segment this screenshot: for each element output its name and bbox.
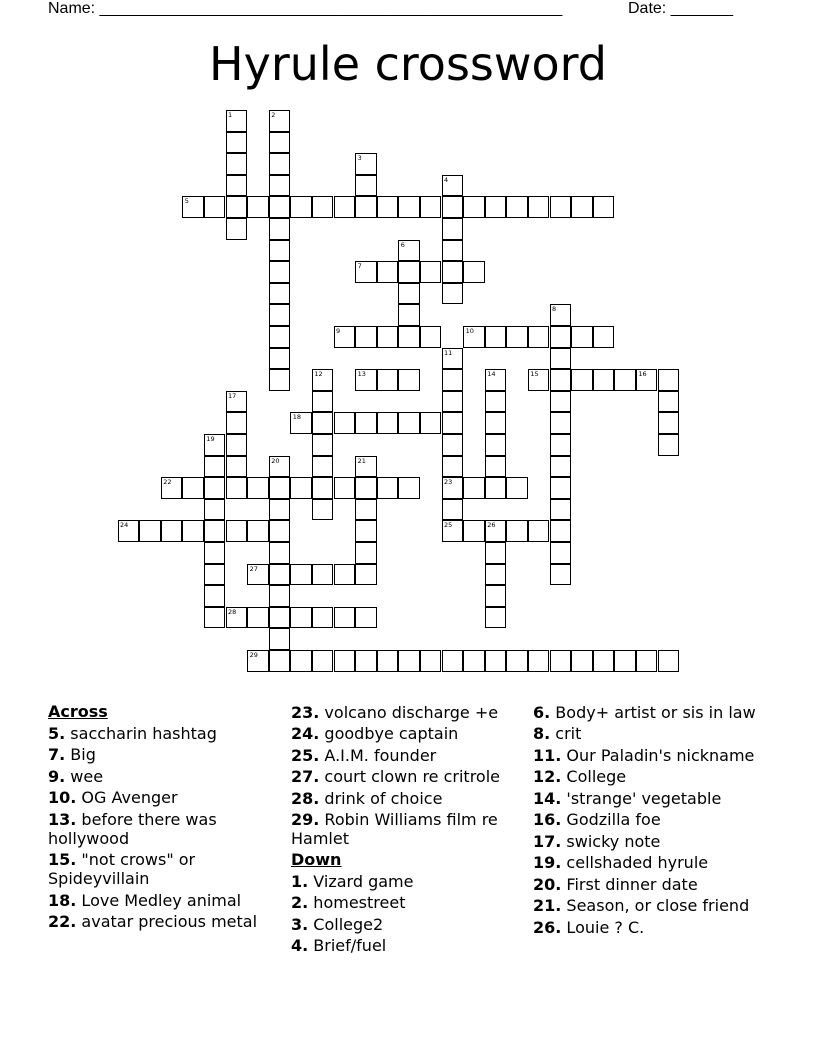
crossword-cell[interactable] bbox=[312, 477, 334, 499]
crossword-cell[interactable] bbox=[485, 391, 507, 413]
crossword-cell[interactable] bbox=[355, 196, 377, 218]
crossword-cell[interactable] bbox=[377, 196, 399, 218]
crossword-cell[interactable] bbox=[398, 283, 420, 305]
crossword-cell[interactable] bbox=[269, 240, 291, 262]
cell-number: 8 bbox=[552, 305, 557, 314]
crossword-cell[interactable] bbox=[550, 391, 572, 413]
cell-number: 6 bbox=[400, 240, 405, 249]
cell-number: 3 bbox=[357, 154, 362, 163]
crossword-cell[interactable] bbox=[334, 196, 356, 218]
clue-text: goodbye captain bbox=[319, 724, 459, 743]
crossword-cell[interactable] bbox=[269, 326, 291, 348]
clue-text: Season, or close friend bbox=[561, 896, 750, 915]
crossword-cell[interactable] bbox=[355, 326, 377, 348]
crossword-cell[interactable] bbox=[269, 585, 291, 607]
clue-item bbox=[533, 724, 768, 743]
crossword-cell[interactable] bbox=[506, 196, 528, 218]
crossword-cell[interactable] bbox=[550, 499, 572, 521]
crossword-cell[interactable] bbox=[334, 412, 356, 434]
cell-number: 12 bbox=[314, 370, 323, 379]
clue-text: Vizard game bbox=[308, 871, 414, 891]
crossword-cell[interactable] bbox=[550, 477, 572, 499]
cell-number: 24 bbox=[120, 521, 129, 530]
crossword-cell[interactable] bbox=[204, 607, 226, 629]
clue-item bbox=[291, 746, 519, 765]
crossword-cell[interactable] bbox=[442, 240, 464, 262]
clue-text: College bbox=[561, 767, 627, 786]
crossword-cell[interactable] bbox=[269, 175, 291, 197]
crossword-cell[interactable] bbox=[506, 650, 528, 672]
crossword-cell[interactable] bbox=[463, 650, 485, 672]
crossword-cell[interactable] bbox=[355, 499, 377, 521]
crossword-cell[interactable] bbox=[420, 412, 442, 434]
crossword-cell[interactable] bbox=[614, 650, 636, 672]
crossword-cell[interactable] bbox=[485, 196, 507, 218]
crossword-cell[interactable] bbox=[226, 477, 248, 499]
clue-number: 14. bbox=[533, 788, 562, 808]
crossword-cell[interactable] bbox=[550, 650, 572, 672]
crossword-cell[interactable] bbox=[528, 196, 550, 218]
crossword-cell[interactable] bbox=[528, 520, 550, 542]
crossword-cell[interactable] bbox=[355, 564, 377, 586]
crossword-cell[interactable] bbox=[269, 369, 291, 391]
crossword-cell[interactable] bbox=[204, 196, 226, 218]
crossword-cell[interactable] bbox=[269, 542, 291, 564]
cell-number: 7 bbox=[357, 262, 362, 271]
crossword-cell[interactable] bbox=[550, 348, 572, 370]
crossword-cell[interactable] bbox=[204, 585, 226, 607]
crossword-cell[interactable] bbox=[290, 196, 312, 218]
cell-number: 27 bbox=[249, 564, 258, 573]
crossword-cell[interactable] bbox=[204, 542, 226, 564]
crossword-cell[interactable] bbox=[528, 650, 550, 672]
crossword-cell[interactable] bbox=[398, 412, 420, 434]
crossword-cell[interactable] bbox=[269, 132, 291, 154]
clue-text: A.I.M. founder bbox=[319, 745, 437, 765]
clue-text: Robin Williams film re Hamlet bbox=[291, 810, 498, 848]
crossword-cell[interactable] bbox=[226, 456, 248, 478]
clue-number: 11. bbox=[533, 745, 562, 765]
clue-item bbox=[48, 724, 273, 743]
clue-text: Godzilla foe bbox=[561, 810, 661, 829]
crossword-cell[interactable] bbox=[377, 326, 399, 348]
crossword-cell[interactable] bbox=[398, 261, 420, 283]
crossword-cell[interactable] bbox=[420, 196, 442, 218]
cell-number: 28 bbox=[228, 607, 237, 616]
clue-text: Louie ? C. bbox=[561, 917, 645, 937]
crossword-cell[interactable] bbox=[290, 477, 312, 499]
crossword-cell[interactable] bbox=[658, 650, 680, 672]
crossword-cell[interactable] bbox=[658, 412, 680, 434]
clue-item bbox=[533, 832, 768, 851]
crossword-cell[interactable] bbox=[571, 369, 593, 391]
crossword-cell[interactable] bbox=[161, 520, 183, 542]
crossword-cell[interactable] bbox=[226, 196, 248, 218]
crossword-cell[interactable] bbox=[269, 283, 291, 305]
crossword-cell[interactable] bbox=[658, 434, 680, 456]
crossword-cell[interactable] bbox=[442, 650, 464, 672]
clue-item bbox=[291, 810, 519, 848]
clue-number: 29. bbox=[291, 810, 320, 829]
crossword-cell[interactable] bbox=[247, 196, 269, 218]
crossword-cell[interactable] bbox=[442, 261, 464, 283]
crossword-cell[interactable] bbox=[463, 196, 485, 218]
crossword-cell[interactable] bbox=[571, 196, 593, 218]
crossword-cell[interactable] bbox=[226, 520, 248, 542]
clue-text: OG Avenger bbox=[76, 788, 178, 807]
clue-item bbox=[533, 875, 768, 894]
clue-number: 17. bbox=[533, 831, 562, 851]
crossword-cell[interactable] bbox=[463, 477, 485, 499]
crossword-cell[interactable] bbox=[269, 261, 291, 283]
clue-text: Love Medley animal bbox=[76, 890, 242, 910]
clue-text: volcano discharge +e bbox=[319, 702, 499, 722]
crossword-cell[interactable] bbox=[442, 434, 464, 456]
clue-item bbox=[291, 915, 519, 934]
crossword-cell[interactable] bbox=[355, 477, 377, 499]
crossword-cell[interactable] bbox=[442, 456, 464, 478]
crossword-cell[interactable] bbox=[269, 607, 291, 629]
crossword-cell[interactable] bbox=[334, 650, 356, 672]
crossword-cell[interactable] bbox=[226, 153, 248, 175]
clue-item bbox=[533, 767, 768, 786]
clue-number: 20. bbox=[533, 874, 562, 894]
clue-number: 4. bbox=[291, 936, 309, 955]
clue-number: 22. bbox=[48, 912, 77, 931]
crossword-cell[interactable] bbox=[398, 477, 420, 499]
date-field-label: Date: _______ bbox=[628, 0, 733, 17]
crossword-cell[interactable] bbox=[506, 326, 528, 348]
cell-number: 10 bbox=[465, 327, 474, 335]
cell-number: 1 bbox=[228, 111, 233, 119]
clue-number: 15. bbox=[48, 850, 77, 869]
crossword-cell[interactable] bbox=[571, 326, 593, 348]
crossword-cell[interactable] bbox=[334, 564, 356, 586]
clues-column-1 bbox=[48, 700, 273, 931]
crossword-cell[interactable] bbox=[420, 326, 442, 348]
clue-item bbox=[533, 896, 768, 915]
crossword-cell[interactable] bbox=[658, 391, 680, 413]
crossword-cell[interactable] bbox=[658, 369, 680, 391]
down-heading: Down bbox=[291, 850, 342, 869]
down-clue-list bbox=[291, 872, 519, 956]
crossword-cell[interactable] bbox=[312, 650, 334, 672]
crossword-cell[interactable] bbox=[550, 412, 572, 434]
crossword-cell[interactable] bbox=[377, 369, 399, 391]
cell-number: 17 bbox=[228, 391, 237, 400]
crossword-cell[interactable] bbox=[355, 542, 377, 564]
clue-item bbox=[533, 810, 768, 829]
clue-item bbox=[533, 918, 768, 937]
clue-number: 19. bbox=[533, 853, 562, 872]
crossword-cell[interactable] bbox=[355, 650, 377, 672]
cell-number: 19 bbox=[206, 435, 215, 443]
clue-number: 10. bbox=[48, 788, 77, 807]
clue-item bbox=[48, 767, 273, 786]
clue-text: crit bbox=[550, 724, 582, 743]
clue-number: 24. bbox=[291, 724, 320, 743]
cell-number: 2 bbox=[271, 111, 276, 119]
crossword-cell[interactable] bbox=[269, 520, 291, 542]
cell-number: 11 bbox=[444, 348, 453, 357]
clue-item bbox=[48, 745, 273, 764]
crossword-cell[interactable] bbox=[182, 477, 204, 499]
crossword-cell[interactable] bbox=[139, 520, 161, 542]
clue-text: 'strange' vegetable bbox=[561, 788, 722, 808]
clue-item bbox=[291, 893, 519, 912]
clue-text: First dinner date bbox=[561, 874, 698, 894]
crossword-cell[interactable] bbox=[506, 477, 528, 499]
crossword-cell[interactable] bbox=[550, 369, 572, 391]
crossword-cell[interactable] bbox=[269, 628, 291, 650]
clue-text: Big bbox=[65, 745, 96, 764]
clue-text: avatar precious metal bbox=[76, 912, 258, 931]
cell-number: 14 bbox=[487, 370, 496, 379]
crossword-cell[interactable] bbox=[269, 153, 291, 175]
crossword-cell[interactable] bbox=[269, 477, 291, 499]
crossword-cell[interactable] bbox=[420, 261, 442, 283]
clue-text: Body+ artist or sis in law bbox=[550, 702, 756, 722]
clue-number: 25. bbox=[291, 745, 320, 765]
clue-item bbox=[291, 724, 519, 743]
crossword-cell[interactable] bbox=[269, 564, 291, 586]
crossword-cell[interactable] bbox=[593, 326, 615, 348]
crossword-cell[interactable] bbox=[204, 456, 226, 478]
clue-number: 12. bbox=[533, 767, 562, 786]
crossword-cell[interactable] bbox=[485, 434, 507, 456]
crossword-cell[interactable] bbox=[269, 218, 291, 240]
clue-text: before there was hollywood bbox=[48, 809, 217, 848]
crossword-cell[interactable] bbox=[506, 520, 528, 542]
clue-number: 28. bbox=[291, 788, 320, 808]
clue-number: 13. bbox=[48, 809, 77, 829]
crossword-cell[interactable] bbox=[593, 650, 615, 672]
clue-item bbox=[48, 810, 273, 848]
crossword-cell[interactable] bbox=[247, 520, 269, 542]
clue-number: 26. bbox=[533, 917, 562, 937]
clue-text: saccharin hashtag bbox=[65, 723, 217, 743]
crossword-cell[interactable] bbox=[442, 412, 464, 434]
crossword-cell[interactable] bbox=[312, 434, 334, 456]
crossword-cell[interactable] bbox=[550, 196, 572, 218]
crossword-cell[interactable] bbox=[528, 326, 550, 348]
crossword-cell[interactable] bbox=[312, 456, 334, 478]
clue-text: wee bbox=[65, 766, 104, 786]
clue-number: 7. bbox=[48, 745, 66, 764]
clue-item bbox=[533, 703, 768, 722]
crossword-cell[interactable] bbox=[377, 412, 399, 434]
crossword-cell[interactable] bbox=[226, 412, 248, 434]
crossword-cell[interactable] bbox=[269, 650, 291, 672]
crossword-cell[interactable] bbox=[485, 650, 507, 672]
clue-number: 3. bbox=[291, 914, 309, 934]
crossword-cell[interactable] bbox=[442, 391, 464, 413]
clue-number: 21. bbox=[533, 896, 562, 915]
crossword-cell[interactable] bbox=[550, 456, 572, 478]
crossword-cell[interactable] bbox=[204, 477, 226, 499]
clue-text: swicky note bbox=[561, 831, 661, 851]
crossword-cell[interactable] bbox=[269, 196, 291, 218]
clue-item bbox=[48, 788, 273, 807]
crossword-cell[interactable] bbox=[290, 607, 312, 629]
clue-item bbox=[533, 853, 768, 872]
clue-number: 27. bbox=[291, 767, 320, 786]
cell-number: 29 bbox=[249, 651, 258, 659]
cell-number: 9 bbox=[336, 327, 341, 335]
cell-number: 26 bbox=[487, 521, 496, 530]
cell-number: 20 bbox=[271, 456, 280, 465]
clue-number: 8. bbox=[533, 724, 551, 743]
cell-number: 5 bbox=[184, 197, 189, 206]
clue-item bbox=[533, 789, 768, 808]
clues-column-3 bbox=[533, 700, 768, 937]
crossword-cell[interactable] bbox=[550, 326, 572, 348]
clue-item bbox=[48, 891, 273, 910]
cell-number: 13 bbox=[357, 370, 366, 379]
clue-number: 6. bbox=[533, 702, 551, 722]
cell-number: 22 bbox=[163, 478, 172, 487]
crossword-cell[interactable] bbox=[485, 326, 507, 348]
crossword-cell[interactable] bbox=[485, 412, 507, 434]
clue-item bbox=[291, 703, 519, 722]
crossword-cell[interactable] bbox=[398, 196, 420, 218]
clues-column-2 bbox=[291, 700, 519, 955]
clue-item bbox=[533, 746, 768, 765]
cell-number: 16 bbox=[638, 370, 647, 379]
crossword-cell[interactable] bbox=[398, 304, 420, 326]
clue-text: College2 bbox=[308, 914, 384, 934]
crossword-cell[interactable] bbox=[312, 607, 334, 629]
clue-text: court clown re critrole bbox=[319, 767, 500, 786]
clue-number: 1. bbox=[291, 871, 309, 891]
crossword-cell[interactable] bbox=[334, 477, 356, 499]
crossword-cell[interactable] bbox=[442, 218, 464, 240]
clue-text: Our Paladin's nickname bbox=[561, 745, 755, 765]
crossword-cell[interactable] bbox=[204, 564, 226, 586]
crossword-cell[interactable] bbox=[571, 650, 593, 672]
crossword-cell[interactable] bbox=[269, 304, 291, 326]
crossword-cell[interactable] bbox=[442, 283, 464, 305]
crossword-cell[interactable] bbox=[593, 369, 615, 391]
cell-number: 15 bbox=[530, 370, 539, 379]
crossword-cell[interactable] bbox=[204, 499, 226, 521]
crossword-cell[interactable] bbox=[377, 650, 399, 672]
crossword-cell[interactable] bbox=[377, 261, 399, 283]
crossword-cell[interactable] bbox=[442, 369, 464, 391]
down-clue-list bbox=[533, 703, 768, 937]
crossword-cell[interactable] bbox=[226, 175, 248, 197]
clue-item bbox=[291, 767, 519, 786]
clue-number: 23. bbox=[291, 702, 320, 722]
crossword-cell[interactable] bbox=[550, 434, 572, 456]
across-heading: Across bbox=[48, 702, 108, 721]
crossword-cell[interactable] bbox=[312, 412, 334, 434]
clue-item bbox=[291, 872, 519, 891]
crossword-cell[interactable] bbox=[312, 564, 334, 586]
crossword-cell[interactable] bbox=[247, 607, 269, 629]
clue-text: drink of choice bbox=[319, 788, 443, 808]
page-title: Hyrule crossword bbox=[209, 37, 607, 91]
crossword-cell[interactable] bbox=[485, 477, 507, 499]
crossword-cell[interactable] bbox=[593, 196, 615, 218]
crossword-cell[interactable] bbox=[355, 175, 377, 197]
crossword-cell[interactable] bbox=[442, 196, 464, 218]
crossword-cell[interactable] bbox=[636, 650, 658, 672]
crossword-cell[interactable] bbox=[355, 520, 377, 542]
cell-number: 25 bbox=[444, 521, 453, 530]
crossword-cell[interactable] bbox=[312, 499, 334, 521]
cell-number: 23 bbox=[444, 478, 453, 487]
crossword-cell[interactable] bbox=[485, 607, 507, 629]
clue-number: 9. bbox=[48, 766, 66, 786]
crossword-cell[interactable] bbox=[550, 564, 572, 586]
crossword-cell[interactable] bbox=[420, 650, 442, 672]
crossword-cell[interactable] bbox=[247, 477, 269, 499]
crossword-cell[interactable] bbox=[182, 520, 204, 542]
cell-number: 18 bbox=[292, 413, 302, 422]
crossword-cell[interactable] bbox=[485, 542, 507, 564]
crossword-cell[interactable] bbox=[269, 499, 291, 521]
clue-item bbox=[291, 936, 519, 955]
across-clue-list bbox=[291, 703, 519, 849]
crossword-cell[interactable] bbox=[334, 607, 356, 629]
crossword-cell[interactable] bbox=[485, 585, 507, 607]
clue-item bbox=[291, 789, 519, 808]
crossword-cell[interactable] bbox=[398, 650, 420, 672]
clue-text: cellshaded hyrule bbox=[561, 853, 709, 872]
crossword-cell[interactable] bbox=[463, 261, 485, 283]
clue-text: Brief/fuel bbox=[308, 936, 387, 955]
crossword-cell[interactable] bbox=[290, 564, 312, 586]
crossword-cell[interactable] bbox=[377, 477, 399, 499]
crossword-cell[interactable] bbox=[269, 348, 291, 370]
cell-number: 21 bbox=[357, 456, 366, 465]
clue-item bbox=[48, 912, 273, 931]
clue-item bbox=[48, 850, 273, 888]
clue-number: 18. bbox=[48, 890, 77, 910]
crossword-cell[interactable] bbox=[463, 520, 485, 542]
clue-number: 5. bbox=[48, 723, 66, 743]
crossword-cell[interactable] bbox=[226, 132, 248, 154]
crossword-cell[interactable] bbox=[226, 218, 248, 240]
clue-number: 16. bbox=[533, 810, 562, 829]
crossword-cell[interactable] bbox=[312, 391, 334, 413]
clue-text: "not crows" or Spideyvillain bbox=[48, 850, 196, 888]
crossword-cell[interactable] bbox=[355, 607, 377, 629]
across-clue-list bbox=[48, 724, 273, 932]
crossword-cell[interactable] bbox=[442, 499, 464, 521]
crossword-cell[interactable] bbox=[398, 369, 420, 391]
cell-number: 4 bbox=[444, 175, 449, 184]
name-field-label: Name: ____________________________________________________ bbox=[48, 0, 563, 17]
crossword-cell[interactable] bbox=[398, 326, 420, 348]
crossword-cell[interactable] bbox=[204, 520, 226, 542]
crossword-cell[interactable] bbox=[485, 456, 507, 478]
crossword-cell[interactable] bbox=[355, 412, 377, 434]
crossword-cell[interactable] bbox=[550, 542, 572, 564]
crossword-cell[interactable] bbox=[614, 369, 636, 391]
clue-text: homestreet bbox=[308, 893, 406, 912]
clue-number: 2. bbox=[291, 893, 309, 912]
crossword-cell[interactable] bbox=[226, 434, 248, 456]
crossword-cell[interactable] bbox=[550, 520, 572, 542]
crossword-cell[interactable] bbox=[290, 650, 312, 672]
crossword-cell[interactable] bbox=[312, 196, 334, 218]
crossword-cell[interactable] bbox=[485, 564, 507, 586]
